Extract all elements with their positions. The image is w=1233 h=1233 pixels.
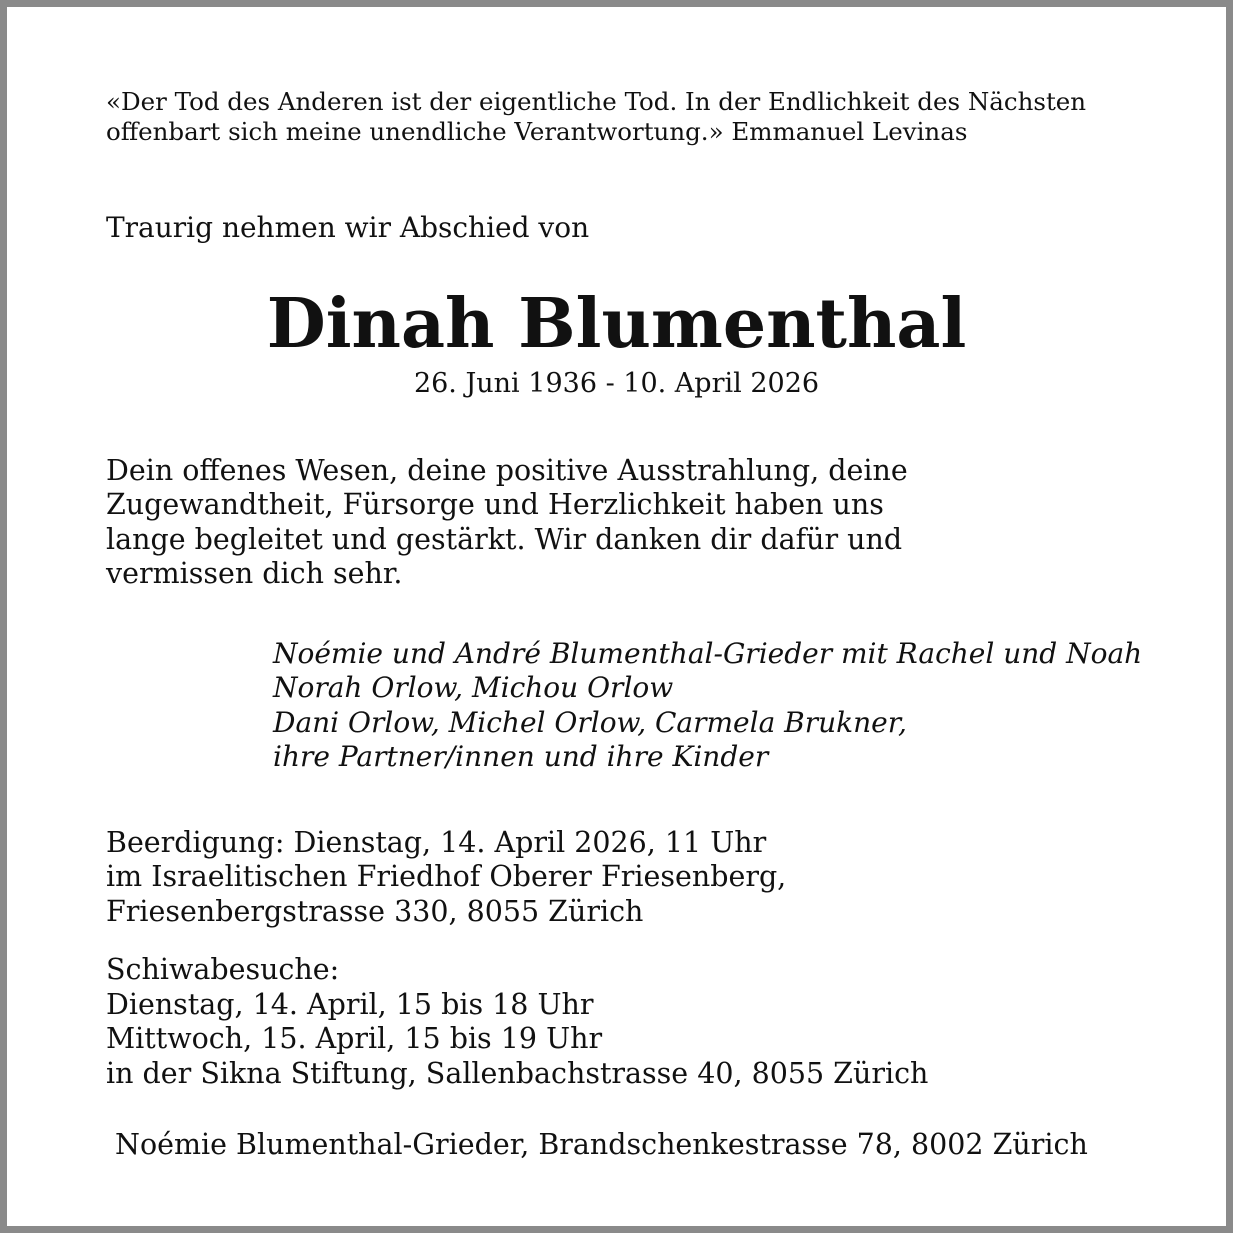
- shiva-line-1: Schiwabesuche:: [106, 953, 340, 986]
- shiva-line-3: Mittwoch, 15. April, 15 bis 19 Uhr: [106, 1022, 603, 1055]
- deceased-name: Dinah Blumenthal: [266, 284, 967, 364]
- funeral-line-2: im Israelitischen Friedhof Oberer Friesenberg,: [106, 860, 787, 893]
- funeral-line-3: Friesenbergstrasse 330, 8055 Zürich: [106, 895, 644, 928]
- mourner-line-2: Norah Orlow, Michou Orlow: [273, 671, 674, 704]
- tribute-line-1: Dein offenes Wesen, deine positive Ausstrahlung, deine: [106, 454, 908, 487]
- contact-address: Noémie Blumenthal-Grieder, Brandschenkestrasse 78, 8002 Zürich: [115, 1128, 1088, 1161]
- shiva-line-4: in der Sikna Stiftung, Sallenbachstrasse 40, 8055 Zürich: [106, 1057, 929, 1090]
- mourner-line-4: ihre Partner/innen und ihre Kinder: [273, 740, 769, 773]
- funeral-line-1: Beerdigung: Dienstag, 14. April 2026, 11 Uhr: [106, 826, 767, 859]
- mourner-line-1: Noémie und André Blumenthal-Grieder mit Rachel und Noah: [273, 637, 1143, 670]
- tribute-line-2: Zugewandtheit, Fürsorge und Herzlichkeit haben uns: [106, 488, 884, 521]
- intro-text: Traurig nehmen wir Abschied von: [106, 211, 590, 244]
- life-dates: 26. Juni 1936 - 10. April 2026: [413, 368, 820, 399]
- quote-line-1: «Der Tod des Anderen ist der eigentliche Tod. In der Endlichkeit des Nächsten: [106, 87, 1087, 116]
- mourner-line-3: Dani Orlow, Michel Orlow, Carmela Brukner,: [273, 706, 907, 739]
- tribute-line-3: lange begleitet und gestärkt. Wir danken dir dafür und: [106, 523, 903, 556]
- quote-line-2: offenbart sich meine unendliche Verantwortung.» Emmanuel Levinas: [106, 117, 968, 146]
- shiva-line-2: Dienstag, 14. April, 15 bis 18 Uhr: [106, 988, 594, 1021]
- tribute-line-4: vermissen dich sehr.: [106, 557, 403, 590]
